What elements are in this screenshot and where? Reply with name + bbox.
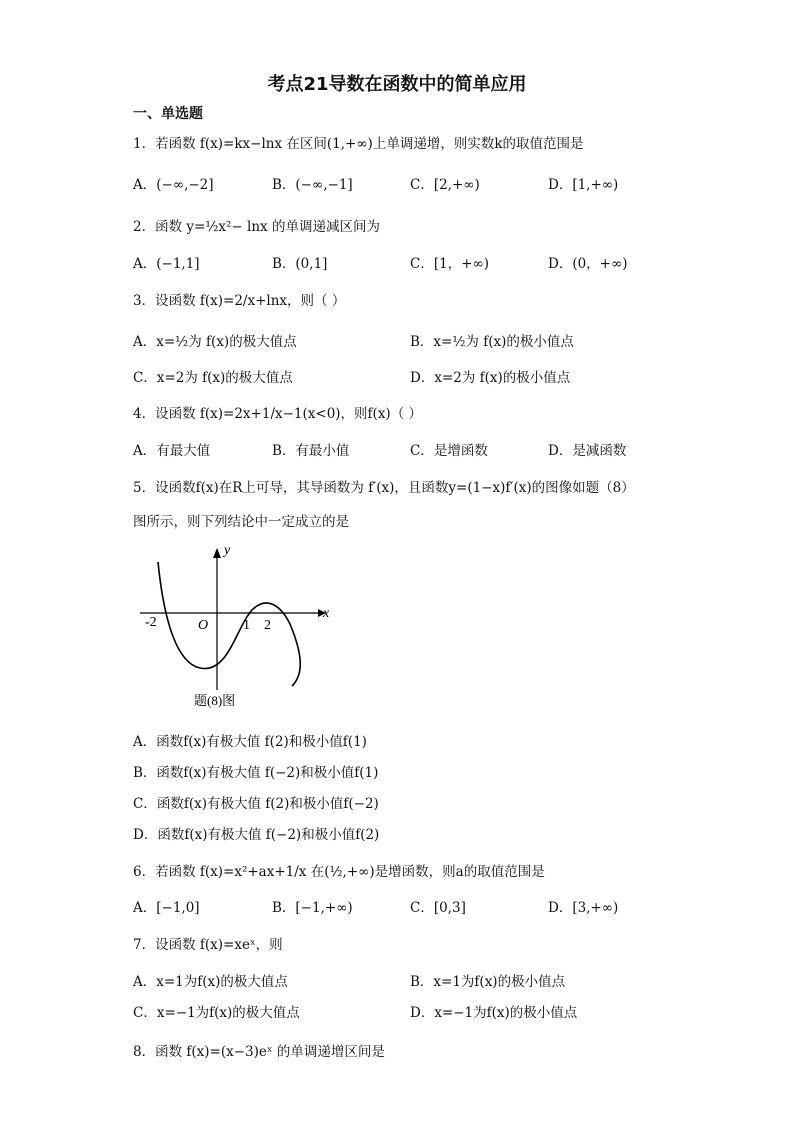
question-4-option-a: A．有最大值 — [133, 443, 211, 459]
question-7-option-d: D．x=−1为f(x)的极小值点 — [410, 1005, 578, 1021]
question-3-option-c: C．x=2为 f(x)的极大值点 — [133, 370, 293, 386]
question-2-option-a: A．(−1,1] — [133, 256, 200, 272]
question-4-option-d: D．是减函数 — [548, 443, 627, 459]
question-2-stem: 2．函数 y=½x²− lnx 的单调递减区间为 — [133, 219, 380, 235]
question-5-stem-line2: 图所示，则下列结论中一定成立的是 — [133, 514, 349, 530]
y-axis-label: y — [224, 543, 231, 558]
question-1-stem: 1．若函数 f(x)=kx−lnx 在区间(1,+∞)上单调递增，则实数k的取值范围是 — [133, 136, 584, 152]
question-6-option-b: B．[−1,+∞) — [272, 900, 353, 916]
question-1-option-d: D．[1,+∞) — [548, 177, 619, 193]
y-axis-arrow-icon — [213, 548, 221, 558]
question-6-stem: 6．若函数 f(x)=x²+ax+1/x 在(½,+∞)是增函数，则a的取值范围是 — [133, 864, 545, 880]
question-6-option-a: A．[−1,0] — [133, 900, 200, 916]
tick-label-neg2: -2 — [145, 615, 157, 630]
question-7-option-c: C．x=−1为f(x)的极大值点 — [133, 1005, 300, 1021]
tick-label-2: 2 — [264, 618, 271, 633]
question-2-option-b: B．(0,1] — [272, 256, 328, 272]
question-5-option-a: A．函数f(x)有极大值 f(2)和极小值f(1) — [133, 734, 367, 750]
question-4-option-c: C．是增函数 — [410, 443, 488, 459]
question-3-option-d: D．x=2为 f(x)的极小值点 — [410, 370, 571, 386]
question-3-option-a: A．x=½为 f(x)的极大值点 — [133, 334, 297, 350]
origin-label: O — [198, 618, 209, 633]
question-6-option-d: D．[3,+∞) — [548, 900, 619, 916]
question-3-option-b: B．x=½为 f(x)的极小值点 — [410, 334, 574, 350]
question-2-option-c: C．[1，+∞) — [410, 256, 490, 272]
question-1-option-c: C．[2,+∞) — [410, 177, 480, 193]
question-5-option-d: D．函数f(x)有极大值 f(−2)和极小值f(2) — [133, 827, 380, 843]
question-1-option-b: B．(−∞,−1] — [272, 177, 353, 193]
figure-caption: 题(8)图 — [194, 693, 236, 708]
question-7-option-b: B．x=1为f(x)的极小值点 — [410, 974, 566, 990]
question-1-option-a: A．(−∞,−2] — [133, 177, 214, 193]
question-5-option-c: C．函数f(x)有极大值 f(2)和极小值f(−2) — [133, 796, 379, 812]
question-3-stem: 3．设函数 f(x)=2/x+lnx，则（ ） — [133, 293, 346, 309]
question-8-stem: 8．函数 f(x)=(x−3)eˣ 的单调递增区间是 — [133, 1044, 385, 1060]
page-title: 考点21导数在函数中的简单应用 — [267, 74, 527, 95]
question-5-option-b: B．函数f(x)有极大值 f(−2)和极小值f(1) — [133, 765, 379, 781]
question-4-option-b: B．有最小值 — [272, 443, 350, 459]
question-7-option-a: A．x=1为f(x)的极大值点 — [133, 974, 288, 990]
section-heading: 一、单选题 — [133, 106, 203, 122]
function-curve — [158, 562, 300, 686]
question-5-stem-line1: 5．设函数f(x)在R上可导，其导函数为 f′(x)，且函数y=(1−x)f′(x)的图像如题（8） — [133, 480, 635, 496]
question-2-option-d: D．(0，+∞) — [548, 256, 628, 272]
question-4-stem: 4．设函数 f(x)=2x+1/x−1(x<0)，则f(x)（ ） — [133, 406, 422, 422]
x-axis-label: x — [323, 606, 330, 621]
question-5-graph — [140, 540, 340, 710]
question-7-stem: 7．设函数 f(x)=xeˣ，则 — [133, 937, 283, 953]
tick-label-1: 1 — [243, 618, 250, 633]
question-6-option-c: C．[0,3] — [410, 900, 466, 916]
